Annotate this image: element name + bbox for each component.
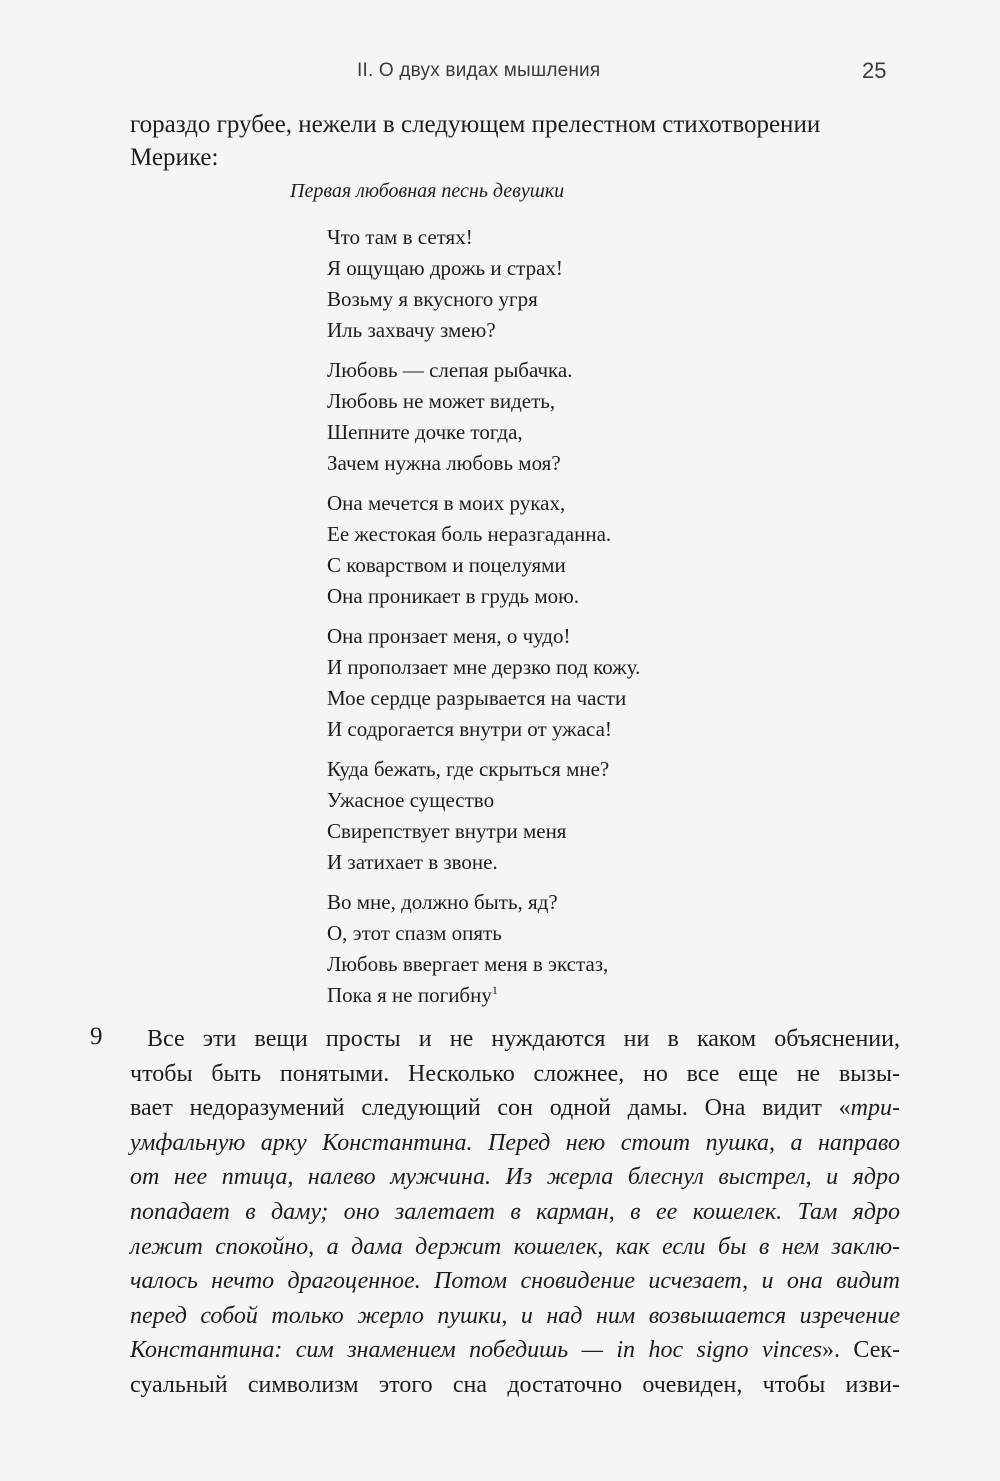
paragraph-line: суальный символизм этого сна достаточно очевиден, чтобы изви-: [130, 1371, 900, 1398]
paragraph-line: чтобы быть понятыми. Несколько сложнее, но все еще не вызы-: [130, 1060, 900, 1087]
body-paragraph: [130, 1022, 900, 1403]
dream-quote-text: перед собой только жерло пушки, и над ним возвышается изречение: [130, 1302, 900, 1329]
dream-quote-text: чалось нечто драгоценное. Потом сновидение исчезает, и она видит: [130, 1268, 900, 1295]
paragraph-line: [130, 1333, 900, 1368]
paragraph-line: Все эти вещи просты и не нуждаются ни в каком объяснении,: [147, 1026, 900, 1052]
poem-verse: Любовь не может видеть,: [327, 389, 556, 413]
poem-verse: Свирепствует внутри меня: [327, 819, 567, 843]
intro-text: [130, 108, 900, 174]
dream-quote-text: от нее птица, налево мужчина. Из жерла блеснул выстрел, и ядро: [130, 1164, 900, 1191]
running-header: II. О двух видах мышления: [357, 60, 601, 81]
poem-stanza: [327, 754, 640, 878]
poem-verse: И проползает мне дерзко под кожу.: [327, 655, 641, 679]
dream-quote-text: три-: [850, 1095, 900, 1122]
dream-quote-text: попадает в даму; оно залетает в карман, в ее кошелек. Там ядро: [130, 1198, 900, 1225]
poem: [327, 222, 640, 1020]
paragraph-line: [130, 1230, 900, 1265]
poem-verse: Она мечется в моих руках,: [327, 491, 566, 515]
poem-verse-last: [327, 980, 640, 1011]
poem-verse: Она проникает в грудь мою.: [327, 584, 580, 608]
poem-verse: И содрогается внутри от ужаса!: [327, 717, 612, 741]
poem-verse: Ее жестокая боль неразгаданна.: [327, 522, 612, 546]
poem-stanza: [327, 621, 640, 745]
poem-verse: Любовь — слепая рыбачка.: [327, 358, 573, 382]
paragraph-text: вает недоразумений следующий сон одной дамы. Она видит «: [130, 1095, 851, 1122]
poem-verse: С коварством и поцелуями: [327, 553, 566, 577]
paragraph-text: ». Сек-: [821, 1337, 900, 1364]
poem-verse: Что там в сетях!: [327, 225, 473, 249]
page-number: 25: [862, 58, 887, 83]
poem-verse: Куда бежать, где скрыться мне?: [327, 757, 610, 781]
poem-verse: Шепните дочке тогда,: [327, 420, 523, 444]
dream-quote-text: умфальную арку Константина. Перед нею стоит пушка, а направо: [130, 1129, 900, 1156]
poem-verse: Я ощущаю дрожь и страх!: [327, 256, 563, 280]
poem-verse: Любовь ввергает меня в экстаз,: [327, 952, 609, 976]
poem-stanza: [327, 887, 640, 1011]
poem-verse: Зачем нужна любовь моя?: [327, 451, 561, 475]
poem-verse: Во мне, должно быть, яд?: [327, 890, 558, 914]
poem-stanza: [327, 488, 640, 612]
poem-verse: О, этот спазм опять: [327, 921, 502, 945]
poem-verse: Она пронзает меня, о чудо!: [327, 624, 571, 648]
paragraph-line: [130, 1126, 900, 1161]
dream-quote-text: лежит спокойно, а дама держит кошелек, как если бы в нем заклю-: [130, 1233, 900, 1260]
paragraph-number: 9: [90, 1023, 103, 1050]
intro-line: Мерике:: [130, 144, 219, 171]
poem-verse: Мое сердце разрывается на части: [327, 686, 627, 710]
poem-verse: Возьму я вкусного угря: [327, 287, 538, 311]
paragraph-line: [130, 1264, 900, 1299]
paragraph-line: [130, 1195, 900, 1230]
poem-verse: Иль захвачу змею?: [327, 318, 496, 342]
paragraph-line: [130, 1160, 900, 1195]
footnote-mark: 1: [491, 983, 498, 997]
paragraph-line: [130, 1299, 900, 1334]
poem-verse: И затихает в звоне.: [327, 850, 498, 874]
intro-line: гораздо грубее, нежели в следующем прелестном стихотворении: [130, 111, 821, 138]
paragraph-line: [130, 1091, 900, 1126]
poem-stanza: [327, 355, 640, 479]
poem-stanza: [327, 222, 640, 346]
poem-verse: Ужасное существо: [327, 788, 495, 812]
poem-verse-text: Пока я не погибну: [327, 983, 492, 1007]
dream-quote-text: Константина: сим знамением победишь — in hoc signo vinces: [130, 1337, 822, 1364]
poem-title: Первая любовная песнь девушки: [290, 180, 565, 202]
